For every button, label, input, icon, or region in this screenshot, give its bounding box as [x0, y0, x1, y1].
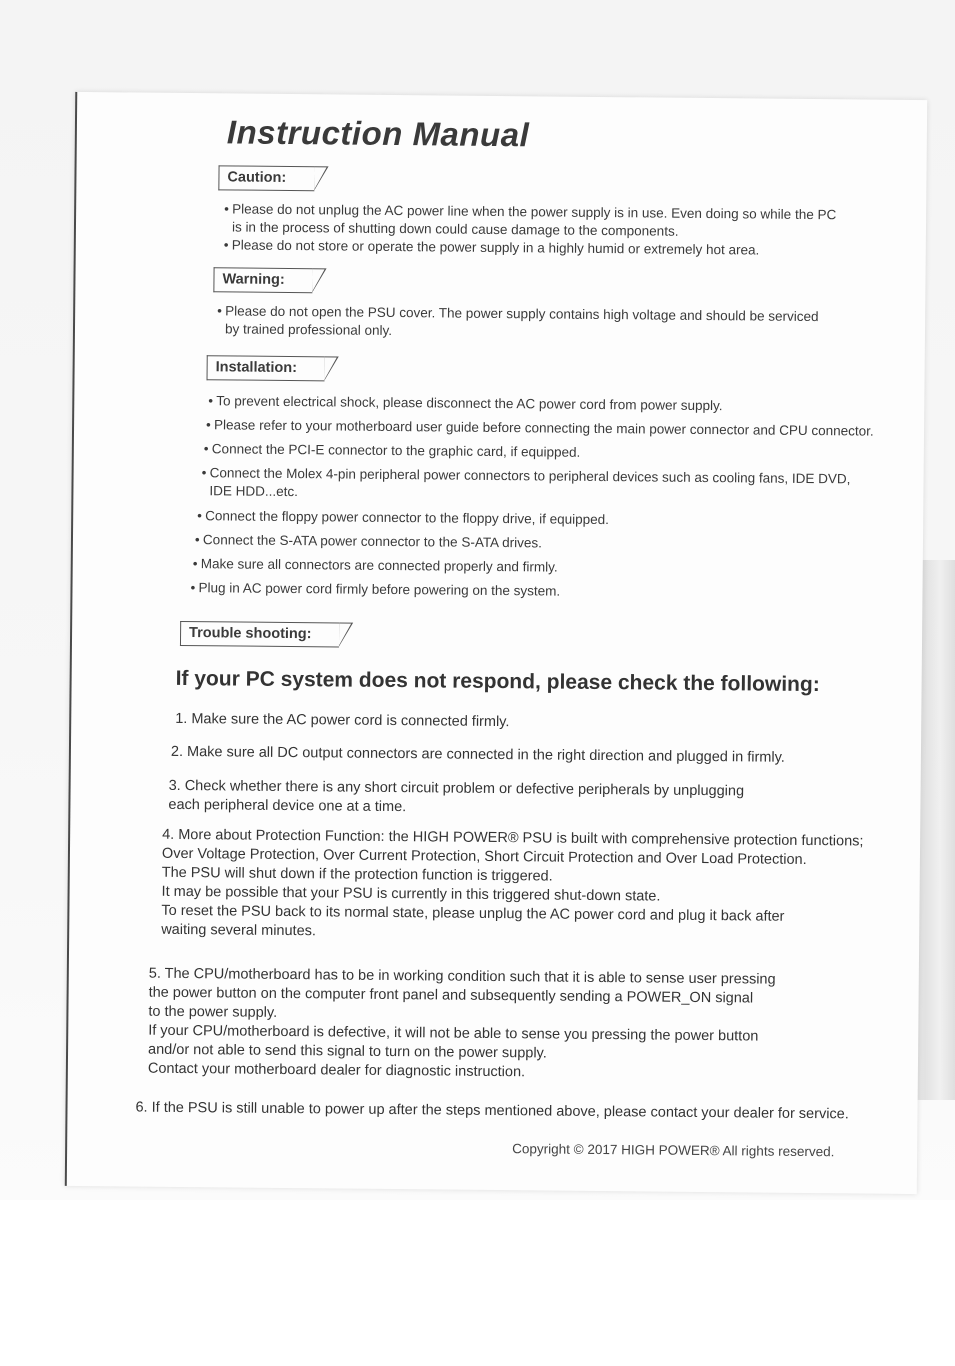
manual-title: Instruction Manual	[226, 113, 530, 154]
troubleshooting-step-5: 5. The CPU/motherboard has to be in working condition such that it is able to sense user pressing the power button on the computer front panel and subsequently sending a POWER_ON signal to the power supply. If your CPU/motherboard is defective, it will not be able to sense you pressing the power button and/or not able to send this signal to turn on the power supply. Contact your motherboard dealer for diagnostic instruction.	[147, 965, 776, 1081]
instruction-sheet	[65, 92, 927, 1194]
troubleshooting-heading: Trouble shooting:	[180, 621, 340, 648]
warning-heading: Warning:	[213, 267, 313, 293]
installation-item-3: • Connect the PCI-E connector to the graphic card, if equipped.	[203, 441, 581, 460]
copyright-notice: Copyright © 2017 HIGH POWER® All rights reserved.	[512, 1141, 835, 1160]
troubleshooting-step-2: 2. Make sure all DC output connectors are connected in the right direction and plugged in firmly.	[170, 743, 785, 766]
troubleshooting-step-1: 1. Make sure the AC power cord is connected firmly.	[175, 710, 510, 731]
troubleshooting-step-3: 3. Check whether there is any short circuit problem or defective peripherals by unplugging each peripheral device one at a time.	[168, 777, 745, 816]
warning-item-1: • Please do not open the PSU cover. The power supply contains high voltage and should be serviced by trained professional only.	[217, 303, 819, 338]
installation-item-7: • Make sure all connectors are connected properly and firmly.	[192, 556, 558, 575]
installation-item-2: • Please refer to your motherboard user guide before connecting the main power connector and CPU connector.	[206, 417, 874, 439]
installation-item-8: • Plug in AC power cord firmly before powering on the system.	[190, 580, 561, 599]
caution-heading: Caution:	[218, 165, 314, 191]
installation-item-5: • Connect the floppy power connector to the floppy drive, if equipped.	[197, 508, 610, 528]
installation-heading: Installation:	[207, 355, 326, 381]
installation-item-4: • Connect the Molex 4-pin peripheral power connectors to peripheral devices such as cooling fans, IDE DVD, IDE HDD...etc.	[201, 465, 851, 500]
caution-item-1: • Please do not unplug the AC power line when the power supply is in use. Even doing so while the PC is in the process of shutting down could cause damage to the components.	[224, 201, 837, 239]
installation-item-1: • To prevent electrical shock, please disconnect the AC power cord from power supply.	[208, 393, 723, 414]
troubleshooting-step-4: 4. More about Protection Function: the HIGH POWER® PSU is built with comprehensive protection functions; Over Voltage Protection, Over Current Protection, Short Circuit Protection and Over Load Protection. The PSU will shut down if the protection function is triggered. It may be possible that your PSU is currently in this triggered shut-down state. To reset the PSU back to its normal state, please unplug the AC power cord and plug it back after waiting several minutes.	[161, 826, 864, 940]
caution-item-2: • Please do not store or operate the power supply in a highly humid or extremely hot area.	[223, 237, 760, 258]
troubleshooting-step-6: 6. If the PSU is still unable to power up after the steps mentioned above, please contact your dealer for service.	[135, 1099, 849, 1123]
troubleshooting-subheading: If your PC system does not respond, please check the following:	[175, 666, 820, 697]
installation-item-6: • Connect the S-ATA power connector to the S-ATA drives.	[194, 532, 542, 551]
sheet-content	[67, 92, 927, 1194]
